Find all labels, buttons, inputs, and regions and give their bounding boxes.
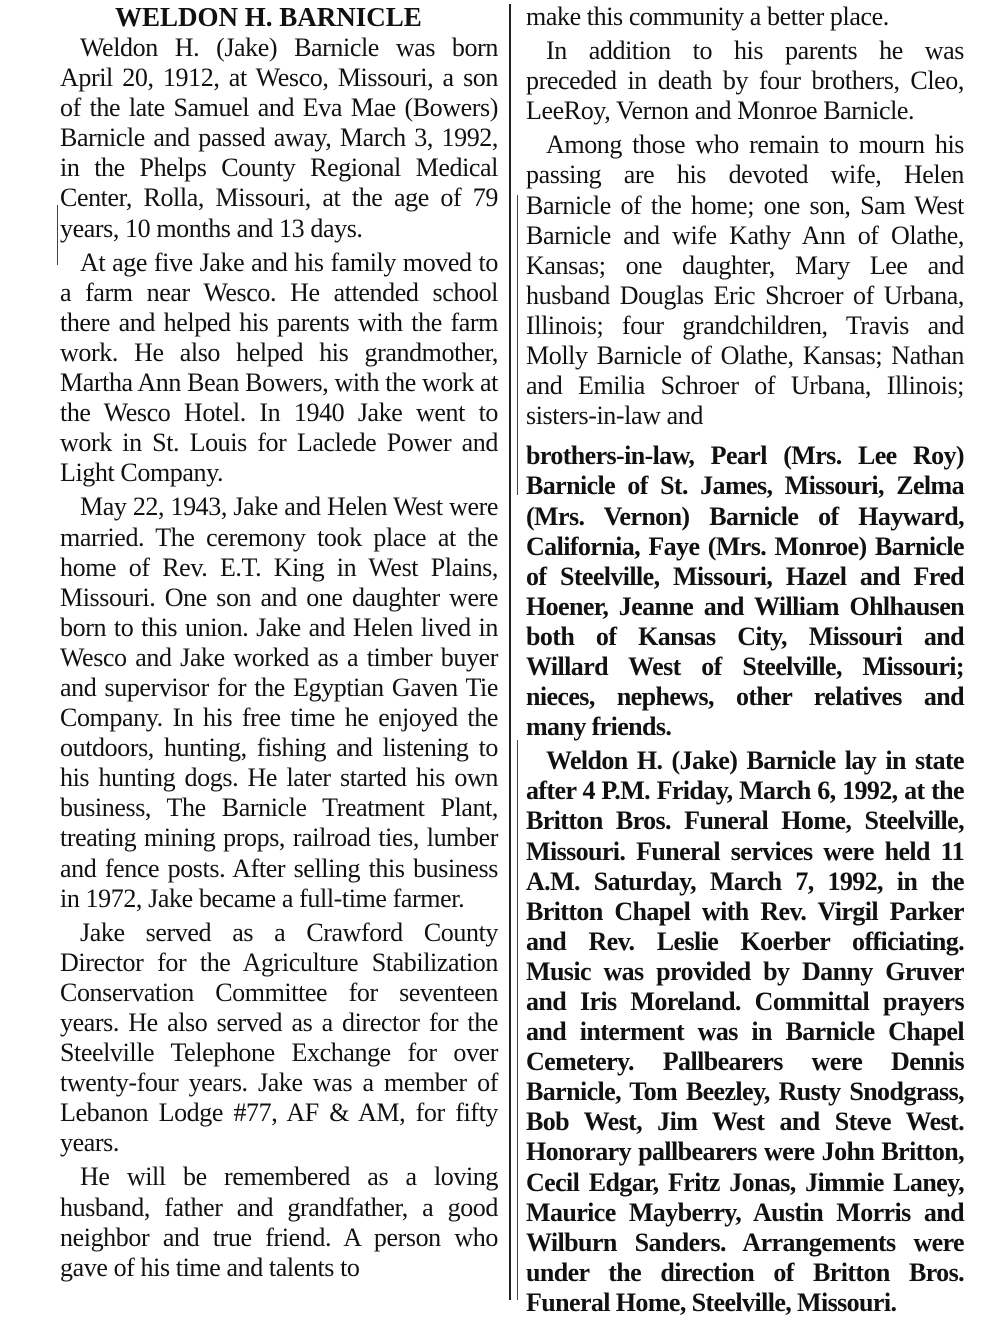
left-column (60, 2, 498, 1302)
paragraph-service: Jake served as a Crawford County Director for the Agriculture Stabilization Conservation Committee for seventeen years. He also served as a director for the Steelville Telephone Exchange for over twenty-four years. Jake was a member of Lebanon Lodge #77, AF & AM, for fifty years. (60, 917, 498, 1158)
right-column (526, 2, 964, 1317)
column-divider (509, 4, 511, 1300)
paragraph-survivors-continued: brothers-in-law, Pearl (Mrs. Lee Roy) Barnicle of St. James, Missouri, Zelma (Mrs. Vernon) Barnicle of Hayward, California, Faye (Mrs. Monroe) Barnicle of Steelville, Missouri, Hazel and Fred Hoener, Jeanne and William Ohlhausen both of Kansas City, Missouri and Willard West of Steelville, Missouri; nieces, nephews, other relatives and many friends. (526, 441, 964, 742)
paragraph-remembrance-continued: make this community a better place. (526, 2, 889, 31)
paragraph-services: Weldon H. (Jake) Barnicle lay in state after 4 P.M. Friday, March 6, 1992, at the Britton Bros. Funeral Home, Steelville, Missouri. Funeral services were held 11 A.M. Saturday, March 7, 1992, in the Britton Chapel with Rev. Virgil Parker and Rev. Leslie Koerber officiating. Music was provided by Danny Gruver and Iris Moreland. Committal prayers and interment was in Barnicle Chapel Cemetery. Pallbearers were Dennis Barnicle, Tom Beezley, Rusty Snodgrass, Bob West, Jim West and Steve West. Honorary pallbearers were John Britton, Cecil Edgar, Fritz Jonas, Jimmie Laney, Maurice Mayberry, Austin Morris and Wilburn Sanders. Arrangements were under the direction of Britton Bros. Funeral Home, Steelville, Missouri. (526, 746, 964, 1317)
clipping-edge-mark (57, 205, 58, 265)
right-column-lower-block (526, 441, 964, 1318)
paragraph-remembrance: He will be remembered as a loving husband, father and grandfather, a good neighbor and true friend. A person who gave of his time and talents to (60, 1162, 498, 1282)
clipping-edge-mark (517, 195, 518, 495)
paragraph-preceded-in-death: In addition to his parents he was preceded in death by four brothers, Cleo, LeeRoy, Vernon and Monroe Barnicle. (526, 36, 964, 126)
paragraph-early-life: At age five Jake and his family moved to a farm near Wesco. He attended school there and helped his parents with the farm work. He also helped his grandmother, Martha Ann Bean Bowers, with the work at the Wesco Hotel. In 1940 Jake went to work in St. Louis for Laclede Power and Light Company. (60, 247, 498, 488)
obituary-headline: WELDON H. BARNICLE (115, 2, 422, 32)
clipping-edge-mark (517, 740, 518, 1300)
paragraph-birth: Weldon H. (Jake) Barnicle was born April 20, 1912, at Wesco, Missouri, a son of the late Samuel and Eva Mae (Bowers) Barnicle and passed away, March 3, 1992, in the Phelps County Regional Medical Center, Rolla, Missouri, at the age of 79 years, 10 months and 13 days. (60, 33, 498, 243)
paragraph-marriage-career: May 22, 1943, Jake and Helen West were married. The ceremony took place at the home of Rev. E.T. King in West Plains, Missouri. One son and one daughter were born to this union. Jake and Helen lived in Wesco and Jake worked as a timber buyer and supervisor for the Egyptian Gaven Tie Company. In his free time he enjoyed the outdoors, hunting, fishing and listening to his hunting dogs. He later started his own business, The Barnicle Treatment Plant, treating mining props, railroad ties, lumber and fence posts. After selling this business in 1972, Jake became a full-time farmer. (60, 492, 498, 913)
paragraph-survivors: Among those who remain to mourn his passing are his devoted wife, Helen Barnicle of the home; one son, Sam West Barnicle and wife Kathy Ann of Olathe, Kansas; one daughter, Mary Lee and husband Douglas Eric Shcroer of Urbana, Illinois; four grandchildren, Travis and Molly Barnicle of Olathe, Kansas; Nathan and Emilia Schroer of Urbana, Illinois; sisters-in-law and (526, 130, 964, 431)
